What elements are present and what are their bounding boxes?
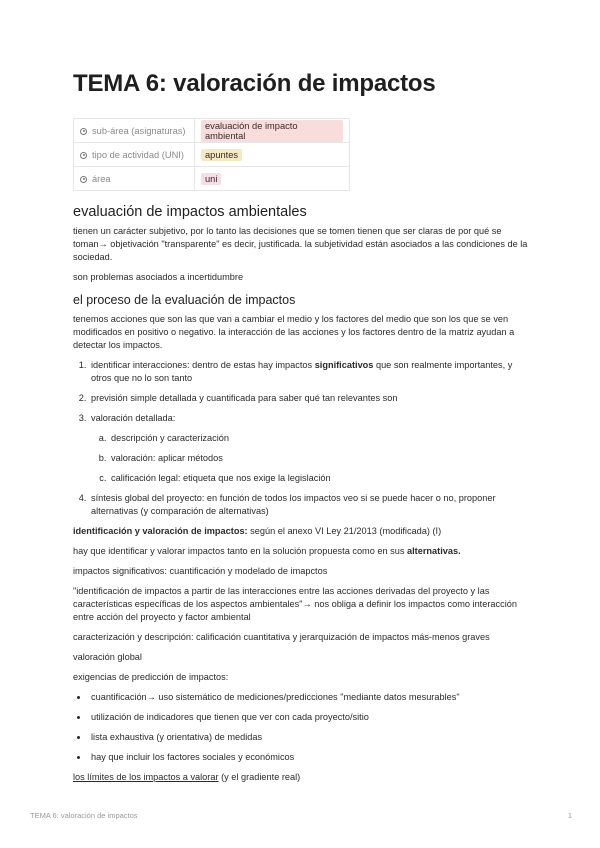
- properties-table: [73, 118, 350, 191]
- paragraph: "identificación de impactos a partir de las interacciones entre las acciones derivadas del proyecto y las características específicas de los aspectos ambientales"→ nos obliga a definir los impactos como interacción entre acción del proyecto y factor ambiental: [73, 586, 517, 622]
- page-title: TEMA 6: valoración de impactos: [73, 70, 436, 97]
- section-heading: el proceso de la evaluación de impactos: [73, 293, 296, 307]
- list-item: a. descripción y caracterización: [109, 432, 528, 445]
- paragraph: impactos significativos: cuantificación y modelado de imapctos: [73, 566, 328, 576]
- property-key: tipo de actividad (UNI): [92, 149, 184, 160]
- page-number: 1: [567, 811, 572, 820]
- list-item: 1. identificar interacciones: dentro de estas hay impactos significativos que son realmente importantes, y otros que no lo son tanto: [89, 359, 528, 385]
- property-tag[interactable]: uni: [201, 173, 221, 185]
- numbered-list: [73, 359, 528, 518]
- property-icon: [80, 128, 87, 135]
- property-icon: [80, 176, 87, 183]
- property-icon: [80, 152, 87, 159]
- property-tag[interactable]: apuntes: [201, 149, 242, 161]
- list-item: 2. previsión simple detallada y cuantificada para saber qué tan relevantes son: [89, 392, 528, 405]
- property-key: sub-área (asignaturas): [92, 125, 186, 136]
- section-heading: evaluación de impactos ambientales: [73, 204, 307, 220]
- list-item: • cuantificación→ uso sistemático de mediciones/predicciones "mediante datos mesurables": [89, 691, 528, 704]
- paragraph: caracterización y descripción: calificación cuantitativa y jerarquización de impactos más-menos graves: [73, 632, 490, 642]
- underlined-text: los límites de los impactos a valorar: [73, 772, 219, 782]
- paragraph: identificación y valoración de impactos: según el anexo VI Ley 21/2013 (modificada) (I): [73, 526, 442, 536]
- paragraph: exigencias de predicción de impactos:: [73, 672, 229, 682]
- property-row: [74, 167, 350, 191]
- property-key: área: [92, 173, 111, 184]
- bullet-list: [73, 691, 528, 764]
- list-item: 4. síntesis global del proyecto: en función de todos los impactos veo si se puede hacer o no, proponer alternativas (y comparación de alternativas): [89, 492, 528, 518]
- paragraph: tenemos acciones que son las que van a cambiar el medio y los factores del medio que son los que se ven modificados en positivo o negativo. la interacción de las acciones y los factores dentro de la matriz ayudan a detectar los impactos.: [73, 314, 515, 350]
- page-footer: [30, 811, 572, 820]
- paragraph: hay que identificar y valorar impactos tanto en la solución propuesta como en sus alternativas.: [73, 546, 461, 556]
- list-item: 3. valoración detallada: a. descripción y caracterización b. valoración: aplicar métodos c. calificación legal: etiqueta que nos exige la legislación: [89, 412, 528, 485]
- paragraph: los límites de los impactos a valorar (y el gradiente real): [73, 772, 301, 782]
- property-row: [74, 119, 350, 143]
- list-item: b. valoración: aplicar métodos: [109, 452, 528, 465]
- footer-title: TEMA 6: valoración de impactos: [30, 811, 138, 820]
- sub-list: [91, 432, 528, 485]
- list-item: c. calificación legal: etiqueta que nos exige la legislación: [109, 472, 528, 485]
- list-item: • utilización de indicadores que tienen que ver con cada proyecto/sitio: [89, 711, 528, 724]
- paragraph: valoración global: [73, 652, 142, 662]
- document-body: [73, 200, 528, 791]
- property-tag[interactable]: evaluación de impacto ambiental: [201, 120, 343, 142]
- paragraph: son problemas asociados a incertidumbre: [73, 272, 244, 282]
- paragraph: tienen un carácter subjetivo, por lo tanto las decisiones que se tomen tienen que ser claras de por qué se toman→ objetivación "transparente" es decir, justificada. la subjetividad están asociados a las condiciones de la sociedad.: [73, 226, 528, 262]
- list-item: • lista exhaustiva (y orientativa) de medidas: [89, 731, 528, 744]
- property-row: [74, 143, 350, 167]
- list-item: • hay que incluir los factores sociales y económicos: [89, 751, 528, 764]
